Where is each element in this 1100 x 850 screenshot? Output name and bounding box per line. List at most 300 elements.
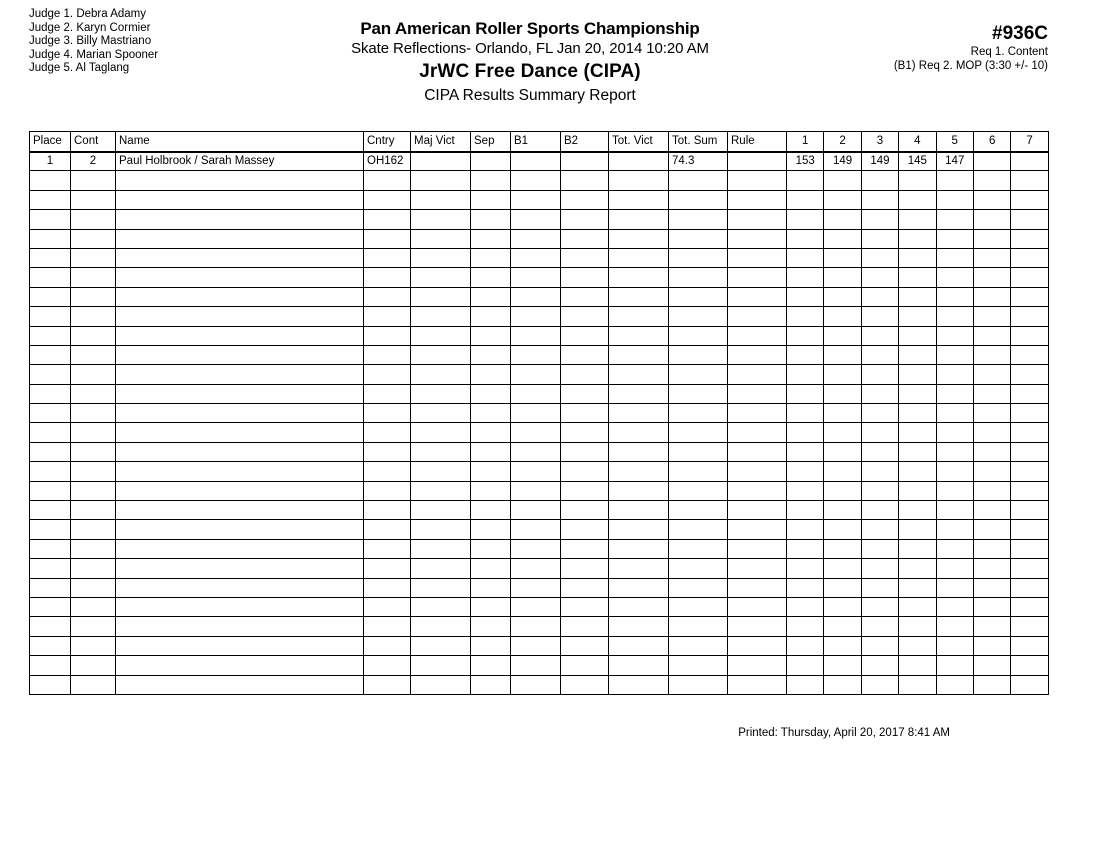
cell-judge-score-4	[899, 442, 936, 461]
cell-judge-score-5	[936, 384, 973, 403]
table-row	[30, 578, 1049, 597]
cell-judge-score-4	[899, 578, 936, 597]
cell-cntry	[364, 287, 411, 306]
cell-judge-score-2	[824, 404, 861, 423]
cell-judge-score-7	[1011, 210, 1048, 229]
cell-judge-score-7	[1011, 481, 1048, 500]
cell-judge-score-1	[787, 345, 824, 364]
cell-judge-score-5	[936, 656, 973, 675]
cell-place	[30, 345, 71, 364]
cell-cont	[71, 345, 116, 364]
report-title-block	[200, 18, 860, 107]
cell-judge-score-4	[899, 559, 936, 578]
cell-place	[30, 171, 71, 190]
cell-tot-sum	[669, 287, 728, 306]
venue-datetime-line: Skate Reflections- Orlando, FL Jan 20, 2014 10:20 AM	[351, 40, 709, 57]
cell-judge-score-3: 149	[861, 152, 898, 171]
column-header-judge-4: 4	[899, 132, 936, 152]
cell-tot-sum	[669, 248, 728, 267]
results-table-body	[30, 152, 1049, 695]
cell-judge-score-3	[861, 617, 898, 636]
cell-place	[30, 578, 71, 597]
cell-judge-score-6	[973, 501, 1010, 520]
cell-tot-vict	[609, 578, 669, 597]
cell-cntry	[364, 636, 411, 655]
cell-judge-score-2	[824, 190, 861, 209]
cell-judge-score-4	[899, 229, 936, 248]
column-header-cntry: Cntry	[364, 132, 411, 152]
cell-judge-score-3	[861, 481, 898, 500]
cell-place	[30, 248, 71, 267]
cell-judge-score-1	[787, 287, 824, 306]
cell-judge-score-6	[973, 675, 1010, 694]
cell-maj-vict	[411, 578, 471, 597]
cell-judge-score-2	[824, 520, 861, 539]
cell-name	[116, 210, 364, 229]
cell-b1	[511, 345, 561, 364]
cell-tot-sum	[669, 578, 728, 597]
cell-judge-score-2	[824, 307, 861, 326]
cell-name	[116, 617, 364, 636]
cell-rule	[728, 384, 787, 403]
table-row	[30, 229, 1049, 248]
cell-sep	[471, 423, 511, 442]
cell-cont	[71, 520, 116, 539]
cell-judge-score-5	[936, 636, 973, 655]
cell-rule	[728, 656, 787, 675]
cell-cont	[71, 423, 116, 442]
cell-tot-sum	[669, 617, 728, 636]
cell-place	[30, 539, 71, 558]
table-row	[30, 326, 1049, 345]
cell-maj-vict	[411, 229, 471, 248]
cell-b2	[561, 365, 609, 384]
cell-place	[30, 307, 71, 326]
cell-b1	[511, 442, 561, 461]
cell-tot-sum	[669, 229, 728, 248]
cell-name	[116, 442, 364, 461]
cell-judge-score-2	[824, 248, 861, 267]
cell-judge-score-6	[973, 229, 1010, 248]
cell-judge-score-1	[787, 190, 824, 209]
cell-b1	[511, 268, 561, 287]
cell-judge-score-6	[973, 636, 1010, 655]
cell-rule	[728, 481, 787, 500]
cell-rule	[728, 326, 787, 345]
cell-b1	[511, 520, 561, 539]
cell-rule	[728, 171, 787, 190]
cell-tot-vict	[609, 617, 669, 636]
cell-cont	[71, 656, 116, 675]
cell-place	[30, 559, 71, 578]
cell-judge-score-5	[936, 190, 973, 209]
cell-judge-score-4	[899, 326, 936, 345]
cell-rule	[728, 617, 787, 636]
cell-name	[116, 326, 364, 345]
cell-name: Paul Holbrook / Sarah Massey	[116, 152, 364, 171]
cell-name	[116, 287, 364, 306]
cell-judge-score-4	[899, 190, 936, 209]
cell-rule	[728, 423, 787, 442]
cell-tot-sum	[669, 462, 728, 481]
column-header-name: Name	[116, 132, 364, 152]
cell-cont	[71, 210, 116, 229]
cell-judge-score-4	[899, 617, 936, 636]
cell-judge-score-7	[1011, 404, 1048, 423]
cell-judge-score-6	[973, 152, 1010, 171]
cell-judge-score-4	[899, 365, 936, 384]
cell-tot-vict	[609, 442, 669, 461]
cell-cont: 2	[71, 152, 116, 171]
cell-name	[116, 229, 364, 248]
cell-judge-score-6	[973, 307, 1010, 326]
cell-tot-sum	[669, 345, 728, 364]
cell-tot-sum	[669, 404, 728, 423]
cell-tot-vict	[609, 423, 669, 442]
cell-judge-score-1	[787, 365, 824, 384]
table-row	[30, 559, 1049, 578]
cell-place	[30, 268, 71, 287]
cell-b2	[561, 539, 609, 558]
cell-tot-vict	[609, 326, 669, 345]
cell-rule	[728, 287, 787, 306]
cell-judge-score-1	[787, 326, 824, 345]
cell-judge-score-2	[824, 326, 861, 345]
cell-judge-score-3	[861, 248, 898, 267]
cell-judge-score-6	[973, 190, 1010, 209]
cell-judge-score-5	[936, 229, 973, 248]
cell-b2	[561, 268, 609, 287]
cell-name	[116, 365, 364, 384]
cell-tot-sum	[669, 675, 728, 694]
cell-judge-score-1	[787, 210, 824, 229]
cell-name	[116, 462, 364, 481]
cell-judge-score-5: 147	[936, 152, 973, 171]
results-table	[29, 131, 1049, 695]
cell-judge-score-7	[1011, 656, 1048, 675]
cell-place	[30, 229, 71, 248]
cell-judge-score-6	[973, 481, 1010, 500]
cell-judge-score-5	[936, 462, 973, 481]
cell-rule	[728, 152, 787, 171]
cell-judge-score-5	[936, 345, 973, 364]
cell-b2	[561, 501, 609, 520]
cell-judge-score-4	[899, 384, 936, 403]
column-header-place: Place	[30, 132, 71, 152]
cell-rule	[728, 559, 787, 578]
table-row	[30, 384, 1049, 403]
cell-judge-score-3	[861, 404, 898, 423]
table-row	[30, 365, 1049, 384]
cell-judge-score-3	[861, 636, 898, 655]
cell-tot-vict	[609, 597, 669, 616]
cell-maj-vict	[411, 384, 471, 403]
cell-sep	[471, 229, 511, 248]
cell-judge-score-4	[899, 656, 936, 675]
cell-tot-vict	[609, 481, 669, 500]
cell-b1	[511, 559, 561, 578]
cell-judge-score-7	[1011, 462, 1048, 481]
cell-cont	[71, 617, 116, 636]
cell-cntry	[364, 326, 411, 345]
column-header-b1: B1	[511, 132, 561, 152]
column-header-judge-6: 6	[973, 132, 1010, 152]
cell-sep	[471, 675, 511, 694]
cell-judge-score-5	[936, 423, 973, 442]
cell-b2	[561, 384, 609, 403]
cell-sep	[471, 559, 511, 578]
cell-place	[30, 423, 71, 442]
cell-judge-score-5	[936, 675, 973, 694]
cell-judge-score-4	[899, 520, 936, 539]
cell-judge-score-5	[936, 501, 973, 520]
cell-judge-score-1	[787, 442, 824, 461]
column-header-tot-sum: Tot. Sum	[669, 132, 728, 152]
cell-name	[116, 656, 364, 675]
cell-judge-score-2	[824, 287, 861, 306]
cell-tot-vict	[609, 190, 669, 209]
cell-rule	[728, 229, 787, 248]
cell-judge-score-1	[787, 656, 824, 675]
cell-b2	[561, 326, 609, 345]
cell-sep	[471, 384, 511, 403]
cell-tot-vict	[609, 152, 669, 171]
cell-name	[116, 559, 364, 578]
cell-judge-score-3	[861, 229, 898, 248]
cell-judge-score-2	[824, 675, 861, 694]
cell-judge-score-1	[787, 268, 824, 287]
cell-judge-score-7	[1011, 559, 1048, 578]
cell-rule	[728, 520, 787, 539]
cell-cntry	[364, 539, 411, 558]
cell-judge-score-1	[787, 617, 824, 636]
cell-judge-score-2	[824, 597, 861, 616]
cell-cont	[71, 636, 116, 655]
cell-judge-score-5	[936, 442, 973, 461]
cell-judge-score-2	[824, 210, 861, 229]
cell-tot-sum	[669, 442, 728, 461]
cell-judge-score-6	[973, 171, 1010, 190]
cell-b1	[511, 501, 561, 520]
cell-judge-score-7	[1011, 287, 1048, 306]
cell-judge-score-7	[1011, 152, 1048, 171]
cell-judge-score-6	[973, 404, 1010, 423]
cell-cont	[71, 462, 116, 481]
table-row	[30, 656, 1049, 675]
cell-judge-score-5	[936, 520, 973, 539]
cell-name	[116, 268, 364, 287]
cell-cont	[71, 307, 116, 326]
cell-judge-score-7	[1011, 190, 1048, 209]
cell-judge-score-7	[1011, 501, 1048, 520]
cell-judge-score-1	[787, 539, 824, 558]
cell-cont	[71, 268, 116, 287]
cell-rule	[728, 190, 787, 209]
cell-judge-score-2	[824, 345, 861, 364]
cell-b2	[561, 229, 609, 248]
cell-cntry	[364, 559, 411, 578]
cell-judge-score-3	[861, 326, 898, 345]
cell-tot-sum	[669, 384, 728, 403]
cell-judge-score-6	[973, 656, 1010, 675]
cell-sep	[471, 597, 511, 616]
cell-rule	[728, 345, 787, 364]
cell-cntry	[364, 442, 411, 461]
table-row	[30, 442, 1049, 461]
cell-name	[116, 404, 364, 423]
cell-b1	[511, 404, 561, 423]
cell-judge-score-2	[824, 462, 861, 481]
cell-b2	[561, 597, 609, 616]
cell-sep	[471, 539, 511, 558]
cell-judge-score-6	[973, 248, 1010, 267]
cell-judge-score-3	[861, 287, 898, 306]
cell-sep	[471, 345, 511, 364]
cell-maj-vict	[411, 617, 471, 636]
cell-sep	[471, 520, 511, 539]
cell-tot-vict	[609, 345, 669, 364]
cell-cntry	[364, 520, 411, 539]
cell-judge-score-3	[861, 462, 898, 481]
judge-entry: Judge 2. Karyn Cormier	[29, 21, 151, 34]
cell-sep	[471, 578, 511, 597]
cell-cntry	[364, 171, 411, 190]
cell-maj-vict	[411, 423, 471, 442]
cell-b1	[511, 656, 561, 675]
cell-judge-score-2	[824, 481, 861, 500]
cell-b2	[561, 559, 609, 578]
cell-judge-score-3	[861, 597, 898, 616]
cell-maj-vict	[411, 152, 471, 171]
cell-b2	[561, 636, 609, 655]
cell-sep	[471, 442, 511, 461]
cell-tot-sum	[669, 520, 728, 539]
cell-name	[116, 307, 364, 326]
cell-place	[30, 481, 71, 500]
cell-maj-vict	[411, 636, 471, 655]
cell-sep	[471, 365, 511, 384]
cell-name	[116, 384, 364, 403]
cell-rule	[728, 462, 787, 481]
cell-judge-score-4	[899, 307, 936, 326]
cell-judge-score-3	[861, 520, 898, 539]
cell-b2	[561, 578, 609, 597]
cell-tot-sum	[669, 268, 728, 287]
cell-judge-score-5	[936, 171, 973, 190]
cell-judge-score-2	[824, 559, 861, 578]
cell-judge-score-6	[973, 345, 1010, 364]
cell-b2	[561, 617, 609, 636]
cell-b2	[561, 210, 609, 229]
cell-tot-sum	[669, 171, 728, 190]
cell-b2	[561, 423, 609, 442]
cell-judge-score-3	[861, 559, 898, 578]
cell-rule	[728, 210, 787, 229]
column-header-tot-vict: Tot. Vict	[609, 132, 669, 152]
cell-judge-score-5	[936, 578, 973, 597]
cell-judge-score-7	[1011, 539, 1048, 558]
cell-judge-score-1	[787, 520, 824, 539]
cell-cont	[71, 287, 116, 306]
cell-b2	[561, 481, 609, 500]
table-row	[30, 268, 1049, 287]
judge-entry: Judge 3. Billy Mastriano	[29, 35, 152, 47]
cell-judge-score-1	[787, 559, 824, 578]
judge-panel	[29, 8, 158, 76]
cell-judge-score-4	[899, 423, 936, 442]
cell-judge-score-6	[973, 287, 1010, 306]
cell-judge-score-2	[824, 384, 861, 403]
cell-b1	[511, 210, 561, 229]
cell-judge-score-2	[824, 365, 861, 384]
cell-tot-sum	[669, 636, 728, 655]
cell-judge-score-7	[1011, 442, 1048, 461]
cell-maj-vict	[411, 404, 471, 423]
cell-rule	[728, 404, 787, 423]
cell-judge-score-1	[787, 675, 824, 694]
cell-judge-score-7	[1011, 365, 1048, 384]
cell-cont	[71, 229, 116, 248]
cell-cntry	[364, 462, 411, 481]
cell-sep	[471, 210, 511, 229]
cell-b2	[561, 675, 609, 694]
cell-rule	[728, 501, 787, 520]
cell-judge-score-5	[936, 248, 973, 267]
table-row	[30, 190, 1049, 209]
cell-judge-score-6	[973, 617, 1010, 636]
cell-cont	[71, 481, 116, 500]
cell-cont	[71, 539, 116, 558]
cell-place	[30, 501, 71, 520]
cell-name	[116, 345, 364, 364]
requirement-line: (B1) Req 2. MOP (3:30 +/- 10)	[893, 60, 1048, 72]
cell-tot-vict	[609, 287, 669, 306]
cell-sep	[471, 171, 511, 190]
cell-judge-score-4	[899, 597, 936, 616]
cell-sep	[471, 481, 511, 500]
cell-judge-score-5	[936, 287, 973, 306]
cell-b2	[561, 442, 609, 461]
cell-b1	[511, 578, 561, 597]
cell-name	[116, 520, 364, 539]
requirement-line: Req 1. Content	[970, 46, 1048, 58]
cell-tot-sum	[669, 539, 728, 558]
cell-cntry	[364, 617, 411, 636]
cell-judge-score-4	[899, 345, 936, 364]
cell-tot-sum	[669, 365, 728, 384]
cell-judge-score-4	[899, 462, 936, 481]
cell-judge-score-4	[899, 501, 936, 520]
cell-judge-score-7	[1011, 248, 1048, 267]
cell-judge-score-5	[936, 404, 973, 423]
cell-sep	[471, 307, 511, 326]
cell-cont	[71, 404, 116, 423]
cell-tot-vict	[609, 675, 669, 694]
judge-entry: Judge 1. Debra Adamy	[29, 8, 146, 20]
cell-rule	[728, 248, 787, 267]
cell-tot-vict	[609, 404, 669, 423]
cell-judge-score-1: 153	[787, 152, 824, 171]
table-row	[30, 307, 1049, 326]
cell-maj-vict	[411, 268, 471, 287]
cell-judge-score-4	[899, 210, 936, 229]
cell-cont	[71, 501, 116, 520]
cell-maj-vict	[411, 287, 471, 306]
cell-judge-score-6	[973, 268, 1010, 287]
cell-rule	[728, 539, 787, 558]
cell-b1	[511, 365, 561, 384]
cell-sep	[471, 656, 511, 675]
